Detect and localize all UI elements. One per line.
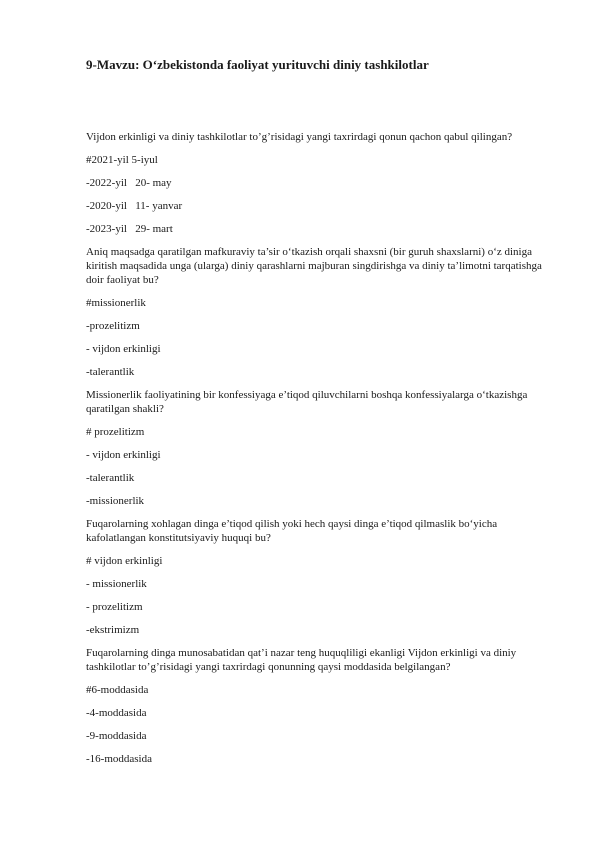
answer-option: -missionerlik — [86, 495, 145, 507]
question-block — [86, 646, 546, 766]
answer-option: #6-moddasida — [86, 684, 149, 696]
question-list — [86, 130, 546, 775]
question-block — [86, 245, 546, 379]
answer-option: -9-moddasida — [86, 730, 147, 742]
answer-option: - vijdon erkinligi — [86, 449, 161, 461]
answer-option: -talerantlik — [86, 472, 135, 484]
question-text: Missionerlik faoliyatining bir konfessiyaga e’tiqod qiluvchilarni boshqa konfessiyalarga o‘tkazishga qaratilgan shakli? — [86, 389, 528, 415]
answer-option: -prozelitizm — [86, 320, 140, 332]
answer-option: # vijdon erkinligi — [86, 555, 163, 567]
answer-option: -talerantlik — [86, 366, 135, 378]
question-text: Aniq maqsadga qaratilgan mafkuraviy ta’sir o‘tkazish orqali shaxsni (bir guruh shaxslarni) o‘z diniga kiritish maqsadida unga (ularga) diniy qarashlarni majburan singdirishga va diniy ta’limotni tarqatishga doir faoliyat bu? — [86, 246, 542, 286]
answer-option: -2020-yil 11- yanvar — [86, 200, 183, 212]
question-text: Vijdon erkinligi va diniy tashkilotlar to’g’risidagi yangi taxrirdagi qonun qachon qabul qilingan? — [86, 131, 513, 143]
answer-option: # prozelitizm — [86, 426, 145, 438]
question-text: Fuqarolarning xohlagan dinga e’tiqod qilish yoki hech qaysi dinga e’tiqod qilmaslik bo‘yicha kafolatlangan konstitutsiyaviy huquqi bu? — [86, 518, 498, 544]
answer-option: #2021-yil 5-iyul — [86, 154, 158, 166]
page-title: 9-Mavzu: O‘zbekistonda faoliyat yurituvchi diniy tashkilotlar — [86, 57, 429, 72]
question-block — [86, 388, 546, 508]
answer-option: - missionerlik — [86, 578, 147, 590]
answer-option: -ekstrimizm — [86, 624, 140, 636]
answer-option: - prozelitizm — [86, 601, 143, 613]
answer-option: -4-moddasida — [86, 707, 147, 719]
question-text: Fuqarolarning dinga munosabatidan qat’i nazar teng huquqliligi ekanligi Vijdon erkinligi va diniy tashkilotlar to’g’risidagi yangi taxrirdagi qonunning qaysi moddasida belgilangan? — [86, 647, 517, 673]
answer-option: -2022-yil 20- may — [86, 177, 172, 189]
answer-option: #missionerlik — [86, 297, 146, 309]
answer-option: -16-moddasida — [86, 753, 152, 765]
answer-option: -2023-yil 29- mart — [86, 223, 173, 235]
question-block — [86, 517, 546, 637]
answer-option: - vijdon erkinligi — [86, 343, 161, 355]
question-block — [86, 130, 546, 236]
